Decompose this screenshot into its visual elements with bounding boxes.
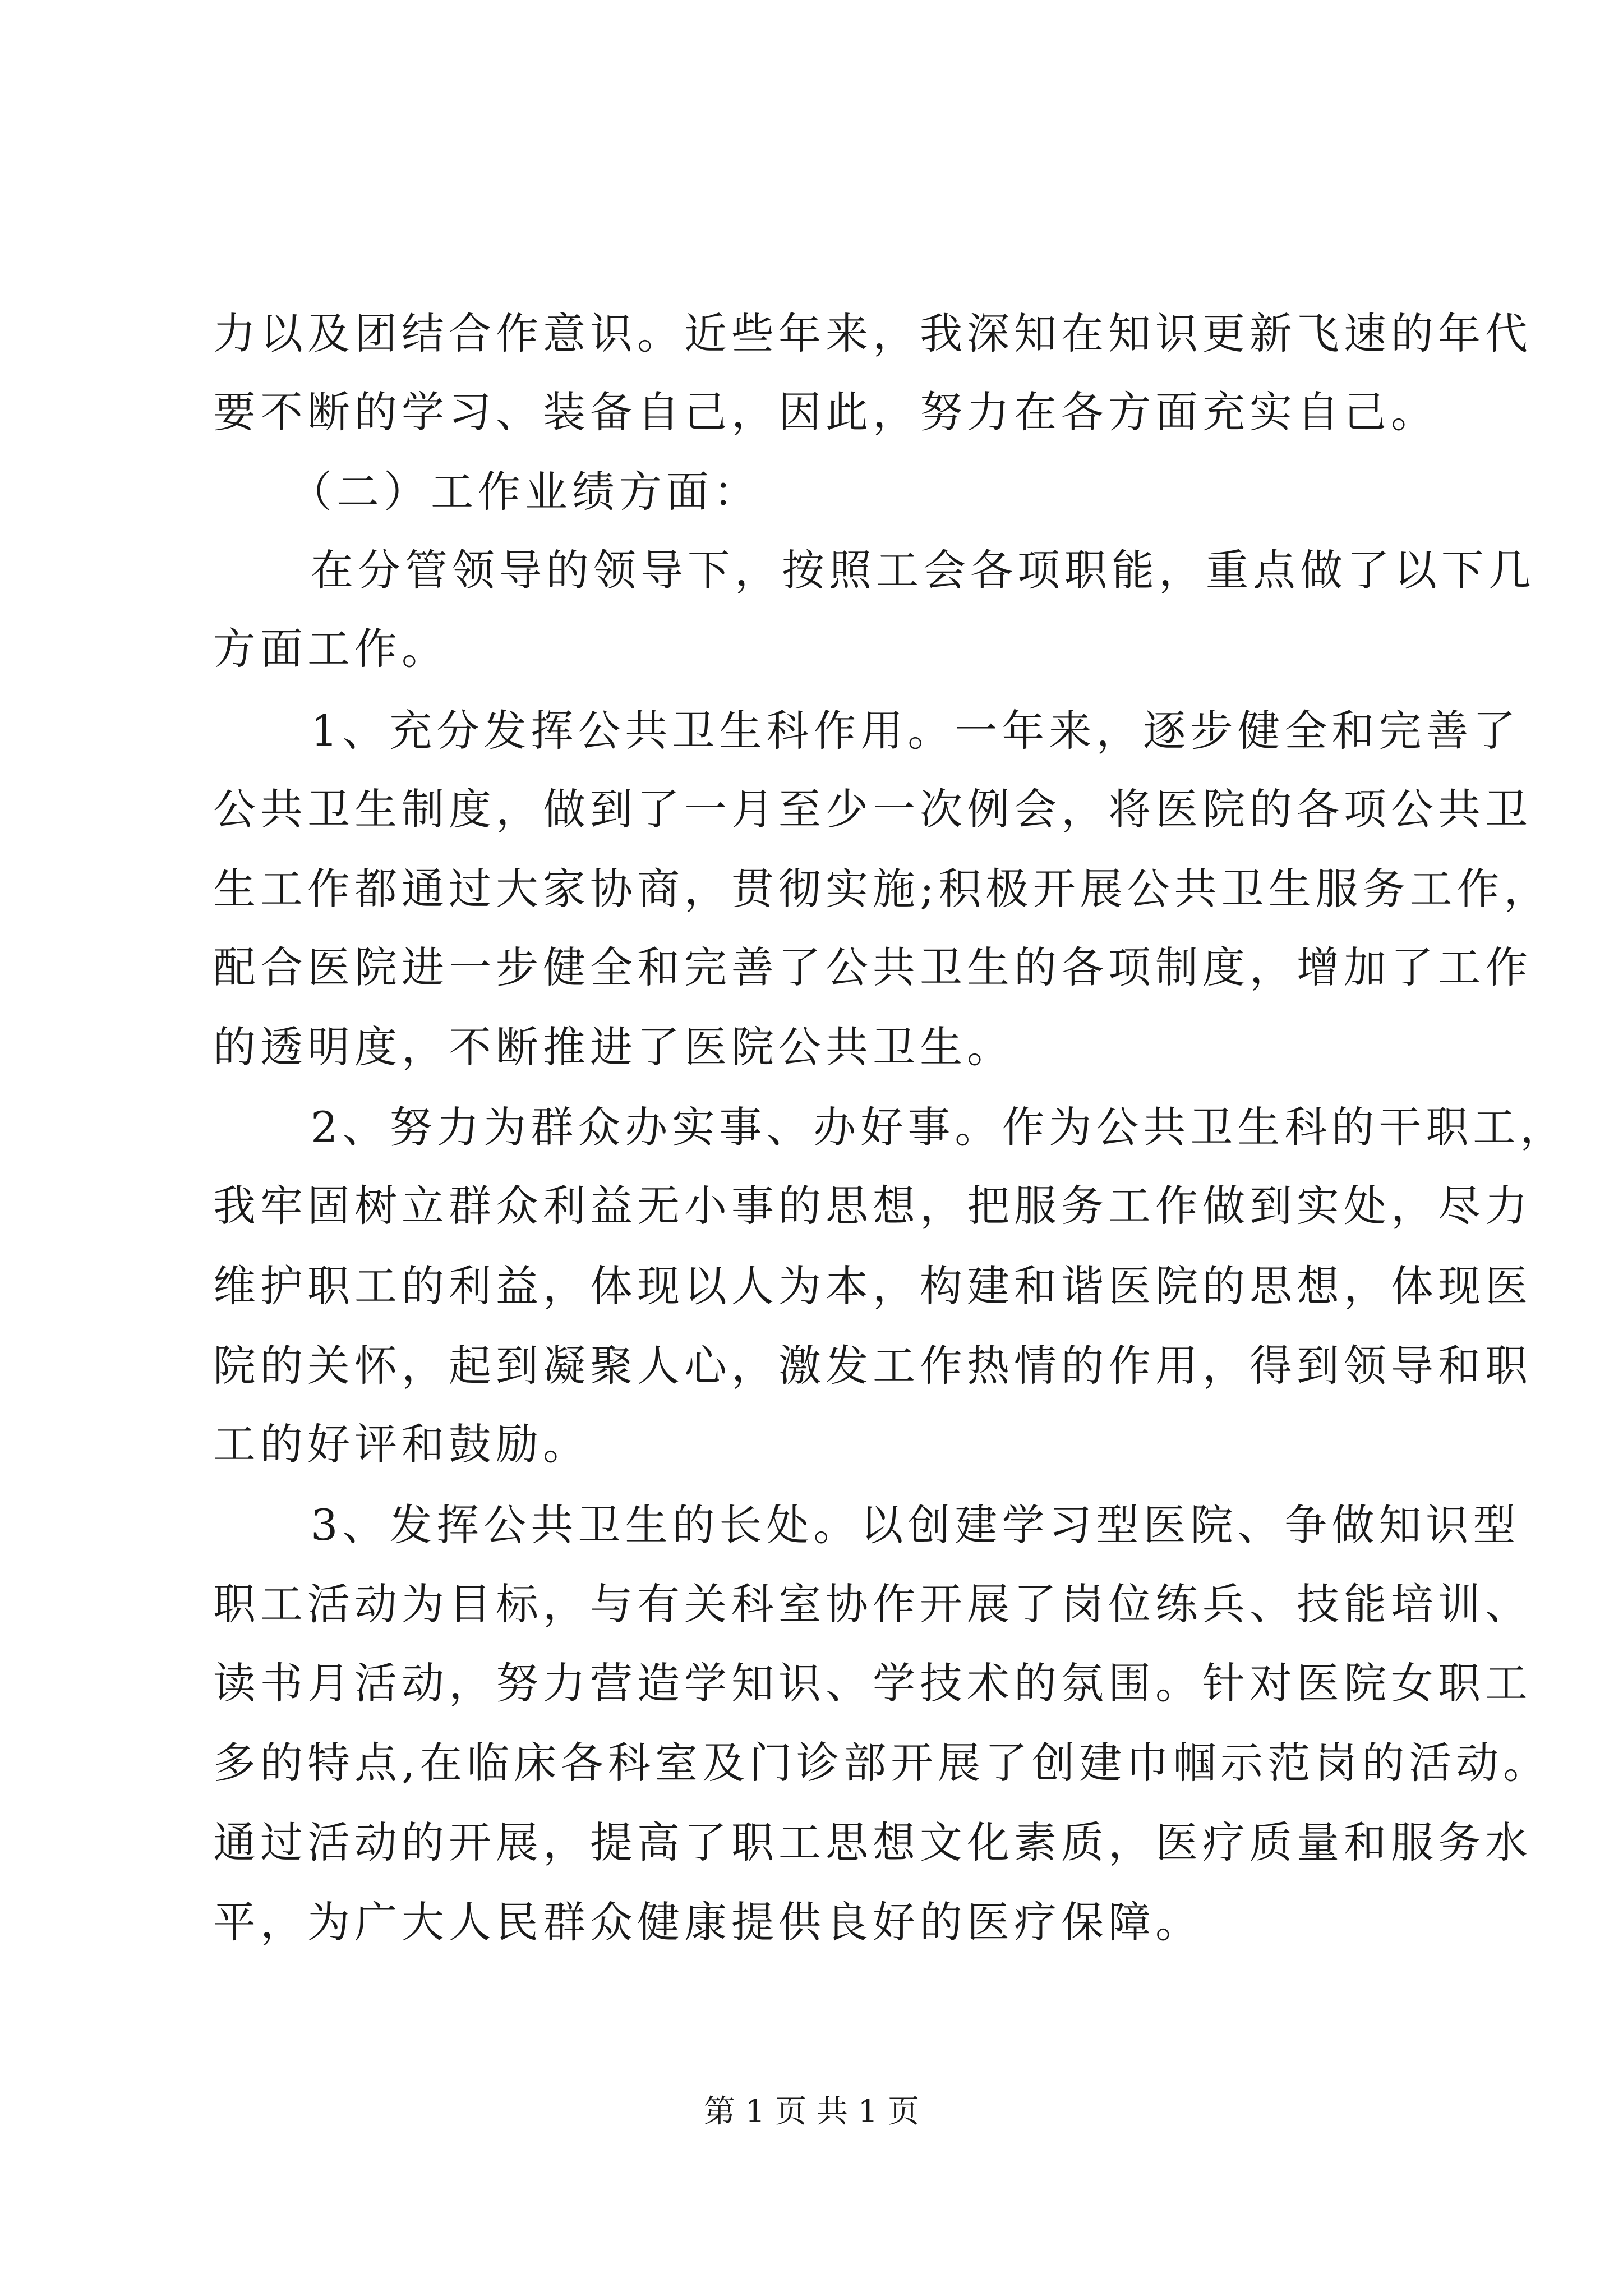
body-line-14: 院的关怀，起到凝聚人心，激发工作热情的作用，得到领导和职 — [213, 1341, 1532, 1391]
body-line-9: 配合医院进一步健全和完善了公共卫生的各项制度，增加了工作 — [213, 942, 1532, 992]
body-line-4: 在分管领导的领导下，按照工会各项职能，重点做了以下几 — [264, 545, 1536, 595]
body-line-21: 平，为广大人民群众健康提供良好的医疗保障。 — [213, 1897, 1202, 1947]
body-line-11: 2、努力为群众办实事、办好事。作为公共卫生科的干职工， — [264, 1102, 1567, 1152]
body-line-12: 我牢固树立群众利益无小事的思想，把服务工作做到实处，尽力 — [213, 1181, 1532, 1231]
body-line-18: 读书月活动，努力营造学知识、学技术的氛围。针对医院女职工 — [213, 1658, 1532, 1708]
body-line-7: 公共卫生制度，做到了一月至少一次例会，将医院的各项公共卫 — [213, 784, 1532, 834]
body-line-5: 方面工作。 — [213, 624, 449, 674]
body-line-8: 生工作都通过大家协商，贯彻实施;积极开展公共卫生服务工作， — [213, 864, 1551, 914]
body-line-16: 3、发挥公共卫生的长处。以创建学习型医院、争做知识型 — [264, 1500, 1520, 1550]
body-line-15: 工的好评和鼓励。 — [213, 1419, 590, 1469]
body-line-13: 维护职工的利益，体现以人为本，构建和谐医院的思想，体现医 — [213, 1261, 1532, 1311]
body-line-17: 职工活动为目标，与有关科室协作开展了岗位练兵、技能培训、 — [213, 1579, 1532, 1629]
body-line-1: 力以及团结合作意识。近些年来，我深知在知识更新飞速的年代 — [213, 309, 1532, 358]
body-line-10: 的透明度，不断推进了医院公共卫生。 — [213, 1022, 1014, 1072]
page-footer: 第 1 页 共 1 页 — [703, 2093, 920, 2130]
body-line-19: 多的特点,在临床各科室及门诊部开展了创建巾帼示范岗的活动。 — [213, 1738, 1551, 1788]
section-heading: （二）工作业绩方面： — [264, 467, 760, 517]
body-line-6: 1、充分发挥公共卫生科作用。一年来，逐步健全和完善了 — [264, 706, 1520, 756]
body-line-2: 要不断的学习、装备自己，因此，努力在各方面充实自己。 — [213, 387, 1438, 437]
body-line-20: 通过活动的开展，提高了职工思想文化素质，医疗质量和服务水 — [213, 1818, 1532, 1867]
